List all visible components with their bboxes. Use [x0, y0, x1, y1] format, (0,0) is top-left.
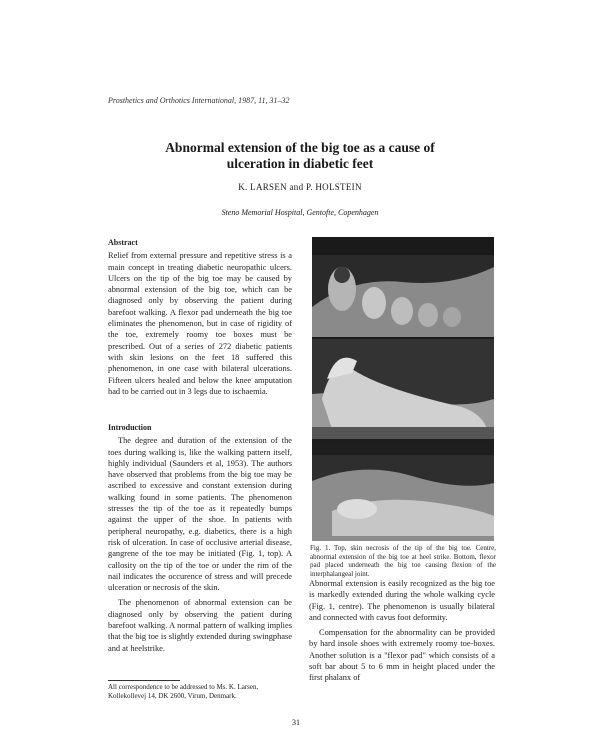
introduction-paragraph-2: The phenomenon of abnormal extension can be diagnosed only by observing the patient during barefoot walking. A normal pattern of walking implies that the big toe is slightly extended during swingphase and at heelstrike.: [108, 598, 292, 653]
introduction-section: [108, 422, 292, 654]
article-title: [60, 140, 540, 172]
photo-toe-necrosis: [312, 237, 494, 337]
page-number: 31: [292, 718, 300, 727]
footnote-divider: [108, 680, 180, 681]
figure-1-photographs: [312, 237, 494, 541]
right-paragraph-1: Abnormal extension is easily recognized as the big toe is markedly extended during the whole walking cycle (Fig. 1, centre). The phenomenon is usually bilateral and connected with cavus foot deformity.: [309, 579, 495, 622]
abstract-text: Relief from external pressure and repetitive stress is a main concept in treating diabetic neuropathic ulcers. Ulcers on the tip of the big toe may be caused by abnormal extension of the big toe, which can be diagnosed only by observing the patient during barefoot walking. A flexor pad underneath the big toe eliminates the phenomenon, but in case of rigidity of the toe, extremely roomy toe boxes must be prescribed. Out of a series of 272 diabetic patients with skin lesions on the feet 18 suffered this phenomenon, in one case with bilateral ulcerations. Fifteen ulcers healed and below the knee amputation had to be carried out in 3 legs due to ischaemia.: [108, 251, 292, 396]
photo-toe-extension: [312, 339, 494, 439]
authors: K. LARSEN and P. HOLSTEIN: [238, 182, 362, 192]
title-line-1: Abnormal extension of the big toe as a cause of: [165, 140, 435, 155]
right-column-text: [309, 578, 495, 684]
abstract-section: [108, 237, 292, 397]
correspondence-footnote: All correspondence to be addressed to Ms. K. Larsen, Kollekollevej 14, DK 2600, Virum, Denmark.: [108, 683, 259, 700]
introduction-heading: Introduction: [108, 423, 152, 432]
introduction-paragraph-1: The degree and duration of the extension of the toes during walking is, like the walking pattern itself, highly individual (Saunders et al, 1953). The authors have observed that problems from the big toe may be ascribed to excessive and constant extension during walking found in some patients. The phenomenon stresses the tip of the toe as it repeatedly bumps against the upper of the shoe. In patients with peripheral neuropathy, e.g. diabetics, there is a high risk of ulceration. In case of occlusive arterial disease, gangrene of the toe may be initiated (Fig. 1, top). A callosity on the tip of the toe or under the rim of the nail indicates the occurence of stress and will precede ulceration or necrosis of the skin.: [108, 436, 292, 593]
title-line-2: ulceration in diabetic feet: [226, 156, 374, 171]
journal-citation: Prosthetics and Orthotics International, 1987, 11, 31–32: [108, 96, 290, 105]
right-paragraph-2: Compensation for the abnormality can be provided by hard insole shoes with extremely roomy toe-boxes. Another solution is a "flexor pad" which consists of a soft bar about 5 to 6 mm in height placed under the first phalanx of: [309, 628, 495, 683]
affiliation: Steno Memorial Hospital, Gentofte, Copenhagen: [221, 208, 379, 217]
photo-flexor-pad: [312, 441, 494, 541]
figure-caption: Fig. 1. Top, skin necrosis of the tip of the big toe. Centre, abnormal extension of the big toe at heel strike. Bottom, flexor pad placed underneath the big toe causing flexion of the interphalangeal joint.: [310, 544, 496, 578]
abstract-heading: Abstract: [108, 238, 138, 247]
